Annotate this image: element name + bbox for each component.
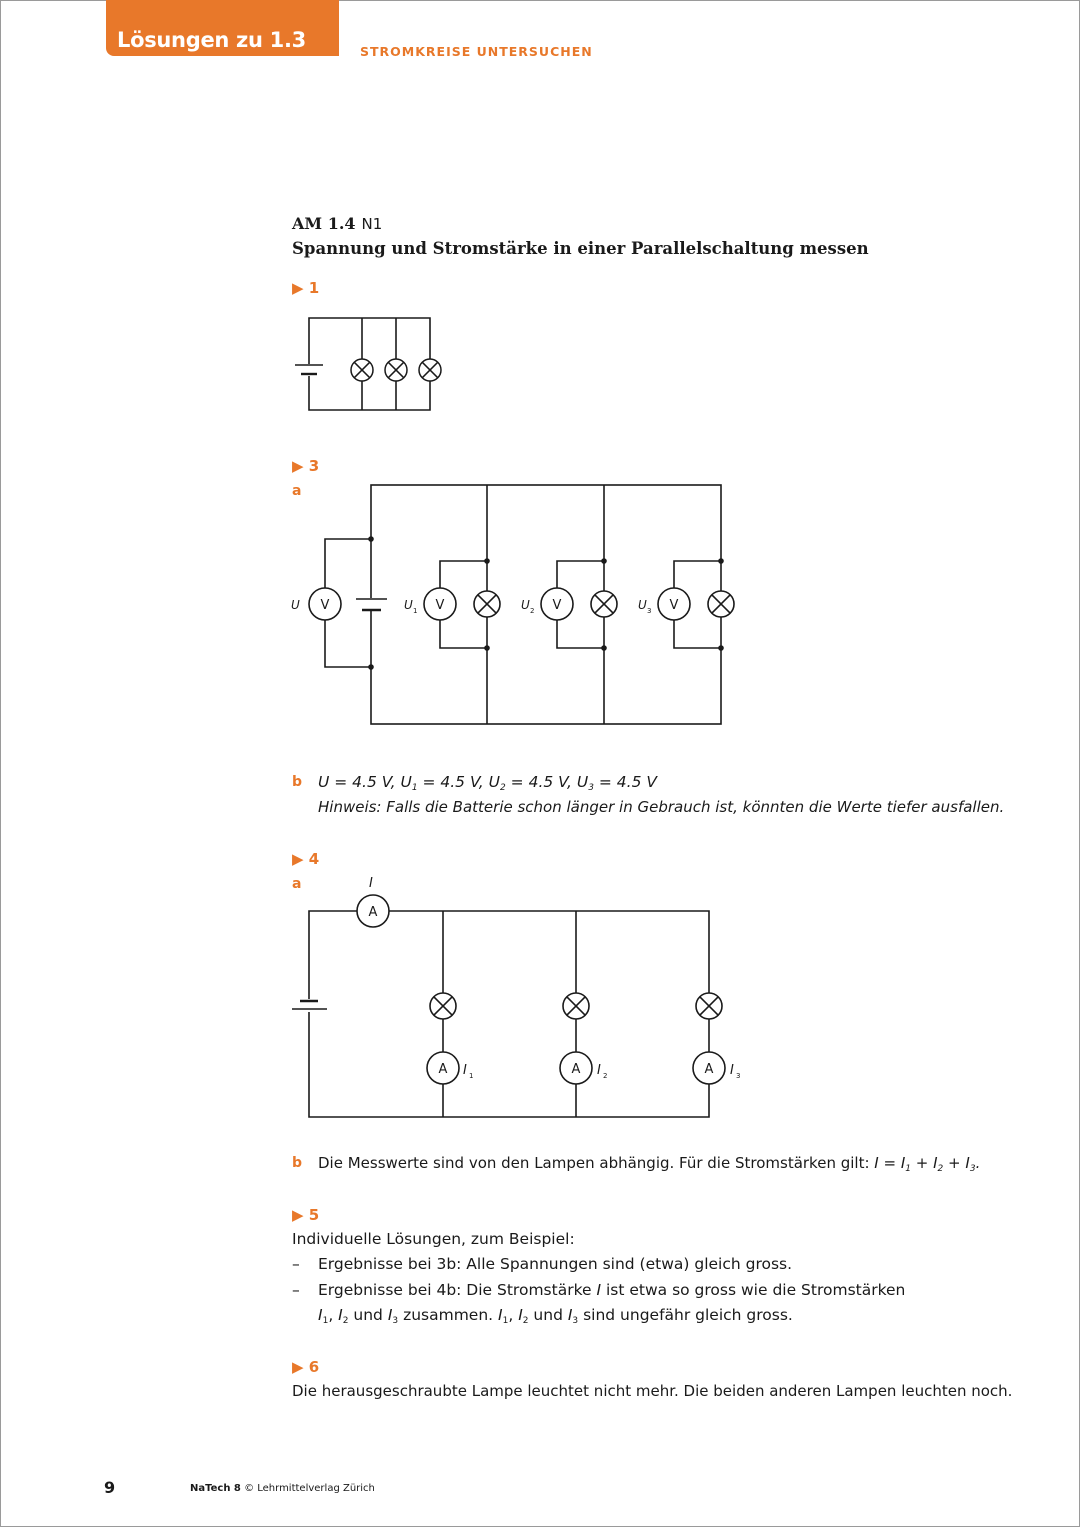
symbol-i2: I: [518, 1306, 523, 1324]
value-u3: = 4.5 V: [593, 773, 657, 791]
task-3a-label: a: [292, 483, 302, 499]
lamp-icon: [696, 993, 722, 1019]
task-3b-hint: Hinweis: Falls die Batterie schon länger in Gebrauch ist, könnten die Werte tiefer ausfallen.: [318, 798, 1005, 816]
task-6-text: Die herausgeschraubte Lampe leuchtet nicht mehr. Die beiden anderen Lampen leuchten noch.: [292, 1382, 1013, 1400]
lamp-icon: [474, 591, 500, 617]
task-5-bullet-1-text: Ergebnisse bei 3b: Alle Spannungen sind (etwa) gleich gross.: [318, 1255, 793, 1273]
current-subscript-2: 2: [603, 1072, 608, 1080]
symbol-i1: I: [498, 1306, 503, 1324]
value-u1-symbol: U: [400, 773, 412, 791]
footer-credit: [190, 1483, 375, 1494]
symbol-i3: I: [567, 1306, 573, 1324]
formula-subscript-1: 1: [905, 1164, 911, 1174]
current-subscript-1: 1: [469, 1072, 474, 1080]
circuit-task-4a: [292, 895, 725, 1117]
worksheet-level: N1: [361, 215, 383, 233]
circuit-task-1: [295, 318, 441, 410]
formula-plus: +: [911, 1154, 934, 1172]
symbol-i1: I: [318, 1306, 323, 1324]
chapter-title: STROMKREISE UNTERSUCHEN: [360, 44, 593, 59]
task-3b-values: [318, 773, 657, 793]
voltage-label-u: U: [291, 598, 300, 612]
voltmeter-symbol: V: [435, 598, 445, 613]
subscript-3: 3: [572, 1316, 579, 1326]
ammeter-symbol: A: [571, 1062, 581, 1077]
formula-equals: =: [878, 1154, 901, 1172]
separator: und: [348, 1306, 388, 1324]
formula-subscript-3: 3: [969, 1164, 976, 1174]
task-5-bullet-2: [292, 1281, 905, 1299]
subscript-1: 1: [322, 1316, 329, 1326]
value-u3-symbol: U: [576, 773, 589, 791]
voltage-label-u2: U: [521, 598, 530, 612]
ammeter-symbol: A: [368, 905, 378, 920]
current-label-i3: I: [730, 1063, 734, 1078]
current-label-i2: I: [597, 1063, 601, 1078]
formula-i1: I: [900, 1154, 906, 1172]
symbol-i2: I: [338, 1306, 343, 1324]
task-5-bullet-2-text-end: ist etwa so gross wie die Stromstärken: [601, 1281, 906, 1299]
formula-i: I: [874, 1154, 879, 1172]
lamp-icon: [563, 993, 589, 1019]
ammeter-symbol: A: [704, 1062, 714, 1077]
value-u: U = 4.5 V,: [318, 773, 401, 791]
lamp-icon: [430, 993, 456, 1019]
ammeter-symbol: A: [438, 1062, 448, 1077]
task-5-intro: Individuelle Lösungen, zum Beispiel:: [292, 1230, 575, 1248]
task-5-bullet-1: [292, 1255, 792, 1273]
task-6-marker: ▶ 6: [292, 1358, 320, 1376]
task-4a-label: a: [292, 876, 302, 892]
task-5-bullet-2-continued: [318, 1306, 793, 1326]
bullet-dash: –: [292, 1281, 300, 1299]
page-number: 9: [104, 1478, 116, 1497]
value-u1: = 4.5 V,: [417, 773, 489, 791]
task-4b-label: b: [292, 1155, 303, 1171]
formula-i2: I: [933, 1154, 938, 1172]
worksheet-title: Spannung und Stromstärke in einer Parallelschaltung messen: [292, 239, 869, 258]
task-5-bullet-2-text: Ergebnisse bei 4b: Die Stromstärke: [318, 1281, 597, 1299]
bullet-dash: –: [292, 1255, 300, 1273]
separator: und: [528, 1306, 568, 1324]
separator: ,: [508, 1306, 519, 1324]
current-label-i: I: [369, 876, 373, 891]
formula-plus: +: [943, 1154, 966, 1172]
separator: ,: [328, 1306, 339, 1324]
task-4-marker: ▶ 4: [292, 850, 320, 868]
lamp-icon: [708, 591, 734, 617]
voltage-subscript-3: 3: [647, 607, 652, 615]
footer-brand: NaTech 8: [190, 1483, 241, 1494]
subscript-3: 3: [392, 1316, 399, 1326]
task-1-marker: ▶ 1: [292, 279, 320, 297]
voltage-label-u1: U: [404, 598, 413, 612]
worksheet-code-label: AM 1.4: [292, 214, 356, 233]
subscript-2: 2: [522, 1316, 529, 1326]
formula-i3: I: [965, 1154, 970, 1172]
task-3-marker: ▶ 3: [292, 457, 320, 475]
voltage-label-u3: U: [638, 598, 647, 612]
task-3b-label: b: [292, 774, 303, 790]
value-u2-subscript: 2: [500, 783, 506, 793]
text-fragment: zusammen.: [398, 1306, 499, 1324]
symbol-i3: I: [387, 1306, 393, 1324]
lamp-icon: [351, 359, 373, 381]
voltage-subscript-1: 1: [413, 607, 418, 615]
section-tab-label: Lösungen zu 1.3: [117, 28, 306, 52]
task-5-marker: ▶ 5: [292, 1206, 320, 1224]
value-u2: = 4.5 V,: [505, 773, 577, 791]
value-u1-subscript: 1: [411, 783, 418, 793]
value-u3-subscript: 3: [588, 783, 594, 793]
formula-subscript-2: 2: [937, 1164, 944, 1174]
current-label-i1: I: [463, 1063, 467, 1078]
voltmeter-symbol: V: [669, 598, 679, 613]
voltage-subscript-2: 2: [530, 607, 535, 615]
footer-publisher: © Lehrmittelverlag Zürich: [240, 1483, 375, 1494]
formula-end: .: [975, 1154, 981, 1172]
current-subscript-3: 3: [736, 1072, 741, 1080]
task-4b-sentence: Die Messwerte sind von den Lampen abhängig. Für die Stromstärken gilt:: [318, 1154, 875, 1172]
subscript-1: 1: [502, 1316, 509, 1326]
lamp-icon: [419, 359, 441, 381]
lamp-icon: [385, 359, 407, 381]
lamp-icon: [591, 591, 617, 617]
voltmeter-symbol: V: [320, 598, 330, 613]
subscript-2: 2: [342, 1316, 349, 1326]
current-formula: [874, 1154, 980, 1172]
value-u2-symbol: U: [488, 773, 501, 791]
task-4b-text: [318, 1154, 980, 1174]
text-fragment: sind ungefähr gleich gross.: [578, 1306, 793, 1324]
task-5-bullet-2-symbol: I: [596, 1281, 602, 1299]
voltmeter-symbol: V: [552, 598, 562, 613]
